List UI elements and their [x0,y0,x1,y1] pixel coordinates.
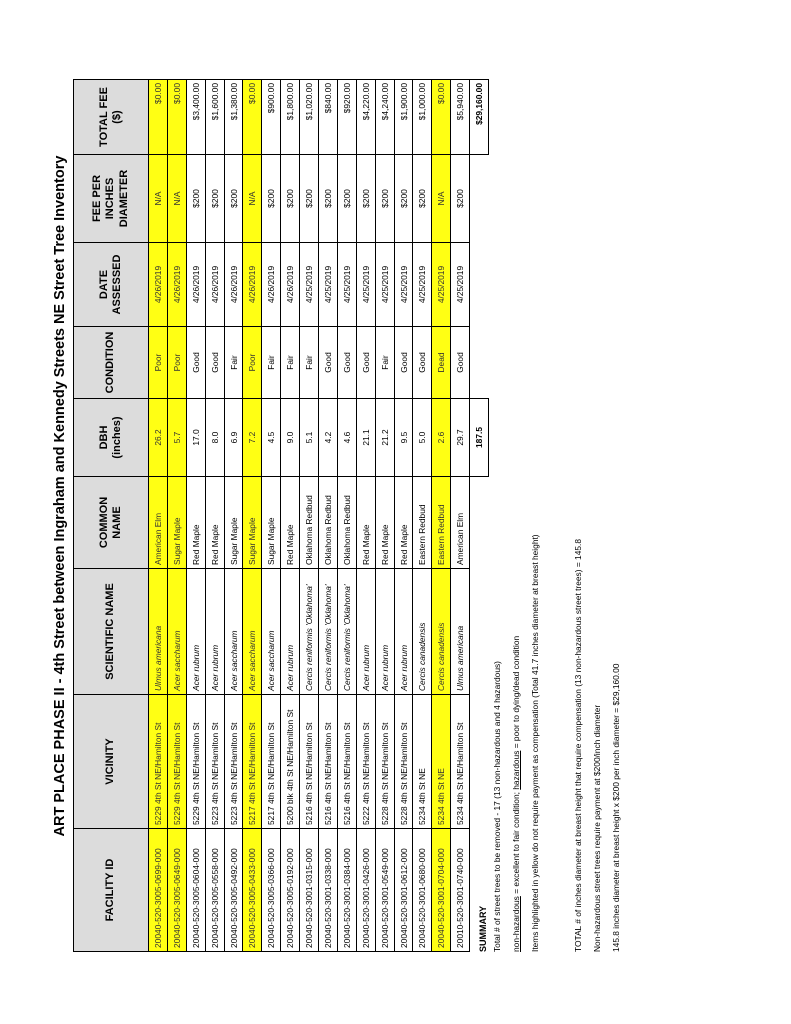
cell-vicinity: 5229 4th St NE/Hamilton St [167,695,186,829]
cell-condition: Good [205,327,224,399]
cell-scientific-name: Acer saccharum [167,569,186,695]
cell-vicinity: 5217 4th St NE/Hamilton St [262,695,281,829]
table-row [167,80,186,952]
cell-dbh: 5.0 [413,399,432,477]
cell-fee-per-inch: N/A [243,155,262,243]
table-header-row [74,80,149,952]
cell-fee-per-inch: $200 [262,155,281,243]
term-hazardous: hazardous [511,750,521,790]
cell-fee-per-inch: $200 [319,155,338,243]
cell-facility-id: 20040-520-3001-0680-000 [413,829,432,952]
table-row [451,80,470,952]
cell-common-name: American Elm [149,477,168,569]
cell-total-fee: $0.00 [243,80,262,155]
cell-vicinity: 5216 4th St NE/Hamilton St [319,695,338,829]
cell-condition: Good [356,327,375,399]
summary-line-compensation: TOTAL # of inches diameter at breast height that require compensation (13 non-hazardous street trees) = 145.8 [573,538,583,952]
col-condition: CONDITION [74,327,149,399]
cell-scientific-name: Acer rubrum [356,569,375,695]
table-row [149,80,168,952]
cell-condition: Fair [300,327,319,399]
summary-line-definitions [511,534,521,952]
cell-common-name: Sugar Maple [243,477,262,569]
cell-fee-per-inch: $200 [394,155,413,243]
cell-condition: Fair [262,327,281,399]
summary-heading: SUMMARY [478,905,488,952]
tree-inventory-table [73,79,489,952]
page-title: ART PLACE PHASE II - 4th Street between Ingraham and Kennedy Streets NE Street Tree Inventory [52,155,68,837]
summary-section [478,534,630,952]
cell-dbh: 4.2 [319,399,338,477]
col-total-fee: TOTAL FEE ($) [74,80,149,155]
cell-dbh: 2.6 [432,399,451,477]
cell-condition: Poor [167,327,186,399]
cell-total-fee: $4,240.00 [375,80,394,155]
cell-dbh: 17.0 [186,399,205,477]
cell-common-name: Red Maple [186,477,205,569]
cell-scientific-name: Acer rubrum [186,569,205,695]
cell-date-assessed: 4/25/2019 [375,243,394,327]
summary-text: = excellent to fair condition; [511,789,521,897]
cell-fee-per-inch: $200 [356,155,375,243]
cell-total-fee: $0.00 [149,80,168,155]
cell-condition: Good [186,327,205,399]
cell-vicinity: 5223 4th St NE/Hamilton St [205,695,224,829]
cell-date-assessed: 4/25/2019 [413,243,432,327]
cell-common-name: Red Maple [394,477,413,569]
cell-date-assessed: 4/25/2019 [394,243,413,327]
cell-vicinity: 5229 4th St NE/Hamilton St [186,695,205,829]
cell-date-assessed: 4/25/2019 [319,243,338,327]
cell-date-assessed: 4/26/2019 [205,243,224,327]
cell-dbh: 29.7 [451,399,470,477]
cell-common-name: Sugar Maple [224,477,243,569]
table-row [300,80,319,952]
cell-scientific-name: Cercis canadensis [432,569,451,695]
cell-total-fee: $1,900.00 [394,80,413,155]
cell-condition: Fair [224,327,243,399]
cell-scientific-name: Cercis reniformis 'Oklahoma' [300,569,319,695]
table-row [356,80,375,952]
cell-total-fee: $0.00 [167,80,186,155]
cell-date-assessed: 4/26/2019 [186,243,205,327]
cell-total-fee: $4,220.00 [356,80,375,155]
cell-facility-id: 20010-520-3001-0740-000 [451,829,470,952]
cell-scientific-name: Acer saccharum [262,569,281,695]
cell-condition: Good [337,327,356,399]
term-non-hazardous: non-hazardous [511,896,521,952]
cell-total-fee: $1,000.00 [413,80,432,155]
cell-vicinity: 5228 4th St NE/Hamilton St [375,695,394,829]
cell-dbh: 4.5 [262,399,281,477]
cell-fee-per-inch: $200 [224,155,243,243]
cell-facility-id: 20040-520-3005-0433-000 [243,829,262,952]
cell-scientific-name: Cercis reniformis 'Oklahoma' [337,569,356,695]
cell-facility-id: 20040-520-3005-0558-000 [205,829,224,952]
cell-dbh: 5.7 [167,399,186,477]
col-common-name: COMMON NAME [74,477,149,569]
cell-condition: Good [451,327,470,399]
cell-dbh: 6.9 [224,399,243,477]
table-row [413,80,432,952]
cell-scientific-name: Cercis canadensis [413,569,432,695]
cell-total-fee: $0.00 [432,80,451,155]
cell-vicinity: 5216 4th St NE/Hamilton St [337,695,356,829]
cell-vicinity: 5222 4th St NE/Hamilton St [356,695,375,829]
cell-fee-per-inch: $200 [300,155,319,243]
cell-fee-per-inch: $200 [281,155,300,243]
col-dbh: DBH (inches) [74,399,149,477]
cell-facility-id: 20040-520-3001-0704-000 [432,829,451,952]
cell-common-name: Oklahoma Redbud [337,477,356,569]
cell-dbh: 21.2 [375,399,394,477]
cell-scientific-name: Acer saccharum [243,569,262,695]
cell-facility-id: 20040-520-3005-0366-000 [262,829,281,952]
summary-line-rate: Non-hazardous street trees require payment at $200/inch diameter [592,704,602,952]
cell-total-fee: $1,380.00 [224,80,243,155]
cell-fee-per-inch: $200 [205,155,224,243]
cell-date-assessed: 4/25/2019 [300,243,319,327]
table-row [186,80,205,952]
cell-dbh: 9.5 [394,399,413,477]
cell-condition: Fair [375,327,394,399]
cell-facility-id: 20040-520-3001-0384-000 [337,829,356,952]
cell-vicinity: 5217 4th St NE/Hamilton St [243,695,262,829]
cell-date-assessed: 4/25/2019 [451,243,470,327]
cell-total-fee: $3,400.00 [186,80,205,155]
cell-condition: Good [319,327,338,399]
cell-common-name: Eastern Redbud [413,477,432,569]
cell-facility-id: 20040-520-3005-0649-000 [167,829,186,952]
cell-scientific-name: Cercis reniformis 'Oklahoma' [319,569,338,695]
cell-common-name: Red Maple [375,477,394,569]
cell-vicinity: 5234 4th St NE [432,695,451,829]
col-facility-id: FACILITY ID [74,829,149,952]
col-vicinity: VICINITY [74,695,149,829]
table-row [337,80,356,952]
table-row [394,80,413,952]
table-row [281,80,300,952]
cell-date-assessed: 4/26/2019 [281,243,300,327]
blank-cell [470,155,489,243]
cell-vicinity: 5200 blk 4th St NE/Hamilton St [281,695,300,829]
cell-common-name: Oklahoma Redbud [300,477,319,569]
cell-common-name: Sugar Maple [167,477,186,569]
cell-dbh: 4.6 [337,399,356,477]
cell-date-assessed: 4/26/2019 [167,243,186,327]
table-row [375,80,394,952]
cell-condition: Poor [149,327,168,399]
cell-dbh: 26.2 [149,399,168,477]
summary-text: = poor to dying/dead condition [511,635,521,751]
blank-cell [470,243,489,327]
cell-facility-id: 20040-520-3001-0315-000 [300,829,319,952]
cell-date-assessed: 4/26/2019 [149,243,168,327]
cell-date-assessed: 4/26/2019 [243,243,262,327]
cell-common-name: Sugar Maple [262,477,281,569]
cell-scientific-name: Acer rubrum [281,569,300,695]
cell-fee-per-inch: $200 [451,155,470,243]
cell-dbh: 5.1 [300,399,319,477]
cell-total-fee: $5,940.00 [451,80,470,155]
cell-total-fee: $900.00 [262,80,281,155]
cell-scientific-name: Acer saccharum [224,569,243,695]
cell-facility-id: 20040-520-3001-0612-000 [394,829,413,952]
col-scientific-name: SCIENTIFIC NAME [74,569,149,695]
col-date-assessed: DATE ASSESSED [74,243,149,327]
table-row [319,80,338,952]
cell-date-assessed: 4/25/2019 [356,243,375,327]
cell-condition: Fair [281,327,300,399]
table-row [205,80,224,952]
cell-dbh: 7.2 [243,399,262,477]
table-row [224,80,243,952]
cell-fee-per-inch: $200 [413,155,432,243]
cell-dbh: 9.0 [281,399,300,477]
summary-line-total: Total # of street trees to be removed - 17 (13 non-hazardous and 4 hazardous) [492,661,502,952]
cell-facility-id: 20040-520-3001-0549-000 [375,829,394,952]
table-row [432,80,451,952]
summary-line-calculation: 145.8 inches diameter at breast height x $200 per inch diameter = $29,160.00 [611,663,621,952]
cell-total-fee: $920.00 [337,80,356,155]
cell-facility-id: 20040-520-3005-0604-000 [186,829,205,952]
cell-common-name: Red Maple [205,477,224,569]
cell-facility-id: 20040-520-3001-0426-000 [356,829,375,952]
cell-vicinity: 5228 4th St NE/Hamilton St [394,695,413,829]
cell-fee-per-inch: $200 [375,155,394,243]
total-dbh: 187.5 [470,399,489,477]
cell-fee-per-inch: $200 [337,155,356,243]
cell-scientific-name: Acer rubrum [394,569,413,695]
cell-vicinity: 5234 4th St NE/Hamilton St [451,695,470,829]
cell-scientific-name: Acer rubrum [205,569,224,695]
cell-vicinity: 5229 4th St NE/Hamilton St [149,695,168,829]
summary-line-highlighted: Items highlighted in yellow do not require payment as compensation (Total 41.7 inches diameter at breast height) [530,534,540,952]
col-fee-per-inch: FEE PER INCHES DIAMETER [74,155,149,243]
cell-dbh: 8.0 [205,399,224,477]
cell-vicinity: 5234 4th St NE [413,695,432,829]
cell-scientific-name: Ulmus americana [451,569,470,695]
total-fee: $29,160.00 [470,80,489,155]
cell-facility-id: 20040-520-3005-0492-000 [224,829,243,952]
cell-scientific-name: Acer rubrum [375,569,394,695]
cell-facility-id: 20040-520-3001-0338-000 [319,829,338,952]
blank-cell [470,327,489,399]
cell-dbh: 21.1 [356,399,375,477]
cell-date-assessed: 4/26/2019 [224,243,243,327]
cell-date-assessed: 4/26/2019 [262,243,281,327]
cell-date-assessed: 4/25/2019 [337,243,356,327]
cell-facility-id: 20040-520-3005-0699-000 [149,829,168,952]
cell-fee-per-inch: $200 [186,155,205,243]
cell-total-fee: $1,800.00 [281,80,300,155]
table-row [243,80,262,952]
cell-fee-per-inch: N/A [432,155,451,243]
cell-facility-id: 20040-520-3005-0192-000 [281,829,300,952]
cell-common-name: Eastern Redbud [432,477,451,569]
cell-total-fee: $1,020.00 [300,80,319,155]
cell-common-name: Red Maple [356,477,375,569]
cell-total-fee: $1,600.00 [205,80,224,155]
cell-vicinity: 5216 4th St NE/Hamilton St [300,695,319,829]
cell-condition: Good [394,327,413,399]
cell-fee-per-inch: N/A [149,155,168,243]
cell-common-name: Oklahoma Redbud [319,477,338,569]
cell-condition: Dead [432,327,451,399]
cell-common-name: American Elm [451,477,470,569]
cell-condition: Poor [243,327,262,399]
cell-common-name: Red Maple [281,477,300,569]
table-row [262,80,281,952]
cell-condition: Good [413,327,432,399]
cell-vicinity: 5223 4th St NE/Hamilton St [224,695,243,829]
cell-scientific-name: Ulmus americana [149,569,168,695]
cell-total-fee: $840.00 [319,80,338,155]
cell-fee-per-inch: N/A [167,155,186,243]
cell-date-assessed: 4/25/2019 [432,243,451,327]
